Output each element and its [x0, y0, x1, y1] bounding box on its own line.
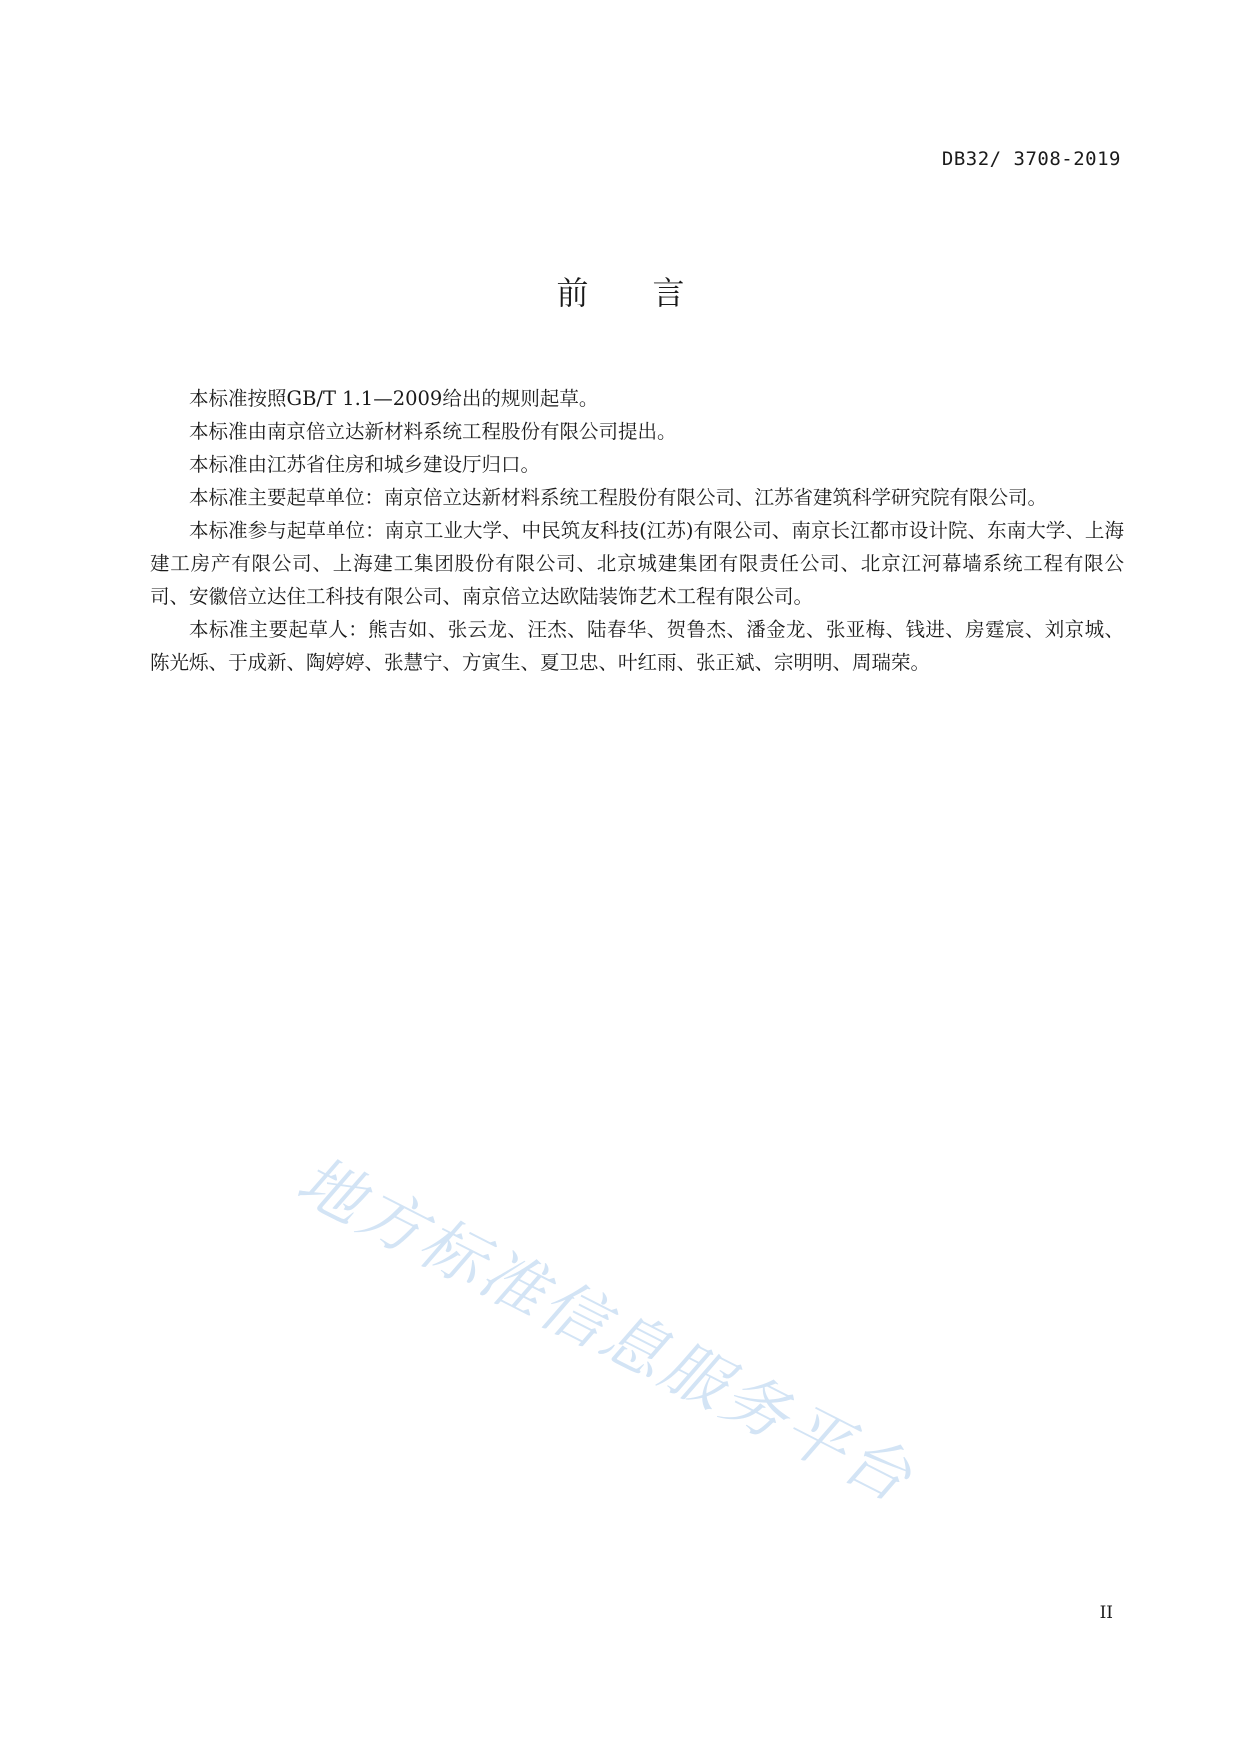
- paragraph-main-drafting-units: 本标准主要起草单位：南京倍立达新材料系统工程股份有限公司、江苏省建筑科学研究院有限公司。: [189, 486, 1048, 509]
- paragraph-main-drafters: 本标准主要起草人：熊吉如、张云龙、汪杰、陆春华、贺鲁杰、潘金龙、张亚梅、钱进、房霆宸、刘京城、陈光烁、于成新、陶婷婷、张慧宁、方寅生、夏卫忠、叶红雨、张正斌、宗明明、周瑞荣。: [150, 618, 1124, 674]
- paragraph-participating-units: 本标准参与起草单位：南京工业大学、中民筑友科技(江苏)有限公司、南京长江都市设计院、东南大学、上海建工房产有限公司、上海建工集团股份有限公司、北京城建集团有限责任公司、北京江河幕墙系统工程有限公司、安徽倍立达住工科技有限公司、南京倍立达欧陆装饰艺术工程有限公司。: [150, 519, 1124, 608]
- paragraph-drafting-rules: 本标准按照GB/T 1.1—2009给出的规则起草。: [189, 387, 599, 410]
- paragraph-proposer: 本标准由南京倍立达新材料系统工程股份有限公司提出。: [189, 420, 677, 443]
- page-title: 前言: [556, 274, 749, 312]
- watermark: 地方标准信息服务平台: [285, 1143, 925, 1519]
- paragraph-administrator: 本标准由江苏省住房和城乡建设厅归口。: [189, 453, 541, 476]
- page-number: II: [1099, 1603, 1113, 1623]
- document-number: DB32/ 3708-2019: [941, 148, 1121, 170]
- foreword-body: [150, 382, 1124, 679]
